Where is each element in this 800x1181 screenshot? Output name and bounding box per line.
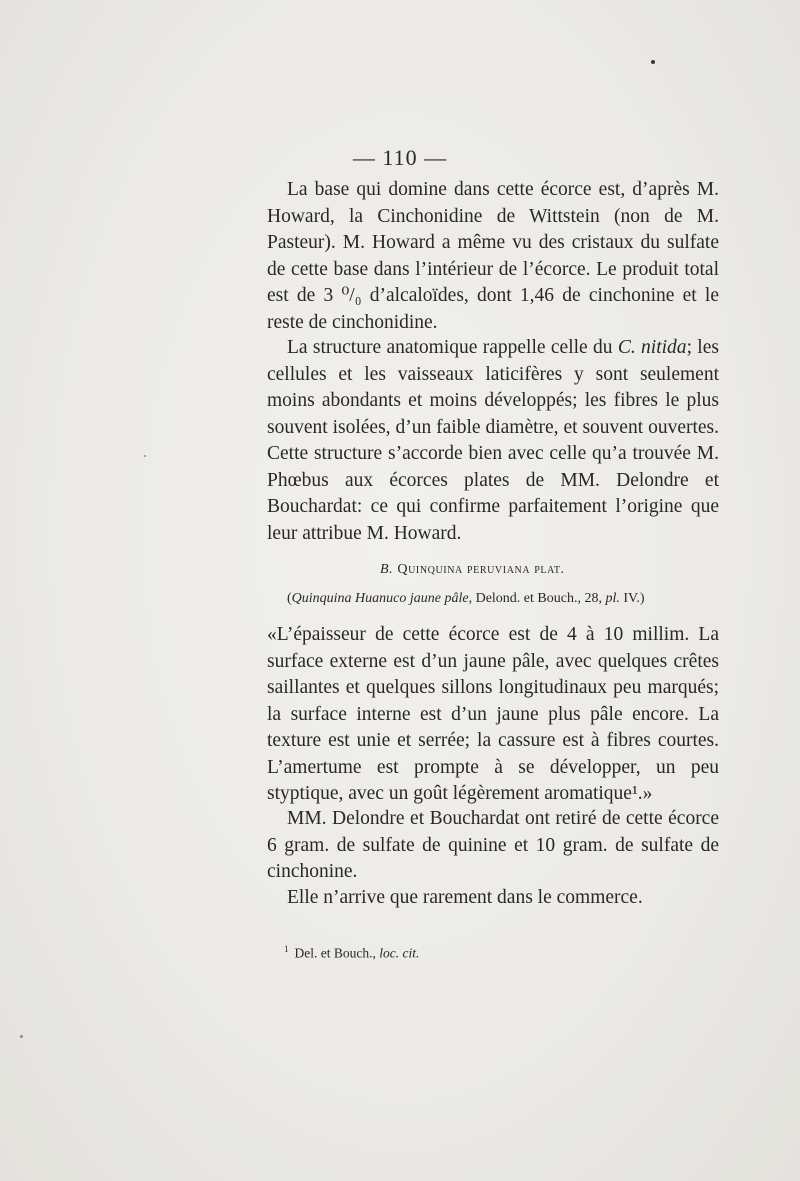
- page-number: — 110 —: [352, 145, 448, 170]
- paragraph-4: MM. Delondre et Bouchardat ont retiré de cette écorce 6 gram. de sulfate de quinine et 10 gram. de sulfate de cinchonine.: [267, 808, 719, 882]
- ink-speck-top-right: [651, 60, 655, 64]
- section-heading: [380, 562, 565, 578]
- paragraph-1: La base qui domine dans cette écorce est, d’après M. Howard, la Cinchonidine de Wittstein (non de M. Pasteur). M. Howard a même vu des cristaux du sulfate de cette base dans l’intérieur de l’écorce. Le produit total est de 3 ⁰/₀ d’alcaloïdes, dont 1,46 de cinchonine et le reste de cinchonidine.: [267, 179, 719, 333]
- paragraph-2-text-a: La structure anatomique rappelle celle du: [287, 337, 618, 358]
- section-letter: B.: [380, 562, 394, 577]
- paragraph-5: Elle n’arrive que rarement dans le commerce.: [287, 887, 643, 908]
- ink-speck-left: [144, 455, 146, 457]
- ref-open: (: [287, 591, 292, 606]
- quotation-paragraph: «L’épaisseur de cette écorce est de 4 à 10 millim. La surface externe est d’un jaune pâle, avec quelques crêtes saillantes et quelques sillons longitudinaux peu marqués; la surface interne est d’un jaune plus pâle encore. La texture est unie et serrée; la cassure est à fibres courtes. L’amertume est prompte à se développer, un peu styptique, avec un goût légèrement aromatique¹.»: [267, 624, 719, 804]
- footnote-text: Del. et Bouch.,: [294, 945, 380, 961]
- section-title: Quinquina peruviana plat.: [397, 562, 565, 577]
- ref-middle: Delond. et Bouch., 28,: [472, 591, 606, 606]
- footnote-italic: loc. cit.: [379, 945, 420, 961]
- ref-plate: pl.: [605, 591, 620, 606]
- species-name: C. nitida: [617, 337, 687, 358]
- section-reference: [287, 591, 645, 607]
- footnote: [284, 944, 419, 962]
- ref-italic: Quinquina Huanuco jaune pâle,: [291, 591, 473, 606]
- paragraph-2: [267, 335, 719, 547]
- ref-end: IV.): [619, 591, 645, 606]
- paragraph-2-text-b: ; les cellules et les vaisseaux laticifères y sont seulement moins abondants et moins développés; les fibres le plus souvent isolées, d’un faible diamètre, et souvent ouvertes. Cette structure s’accorde bien avec celle qu’a trouvée M. Phœbus aux écorces plates de MM. Delondre et Bouchardat: ce qui confirme parfaitement l’origine que leur attribue M. Howard.: [267, 337, 719, 544]
- ink-speck-bottom-left: [20, 1035, 23, 1038]
- footnote-mark: 1: [284, 944, 289, 954]
